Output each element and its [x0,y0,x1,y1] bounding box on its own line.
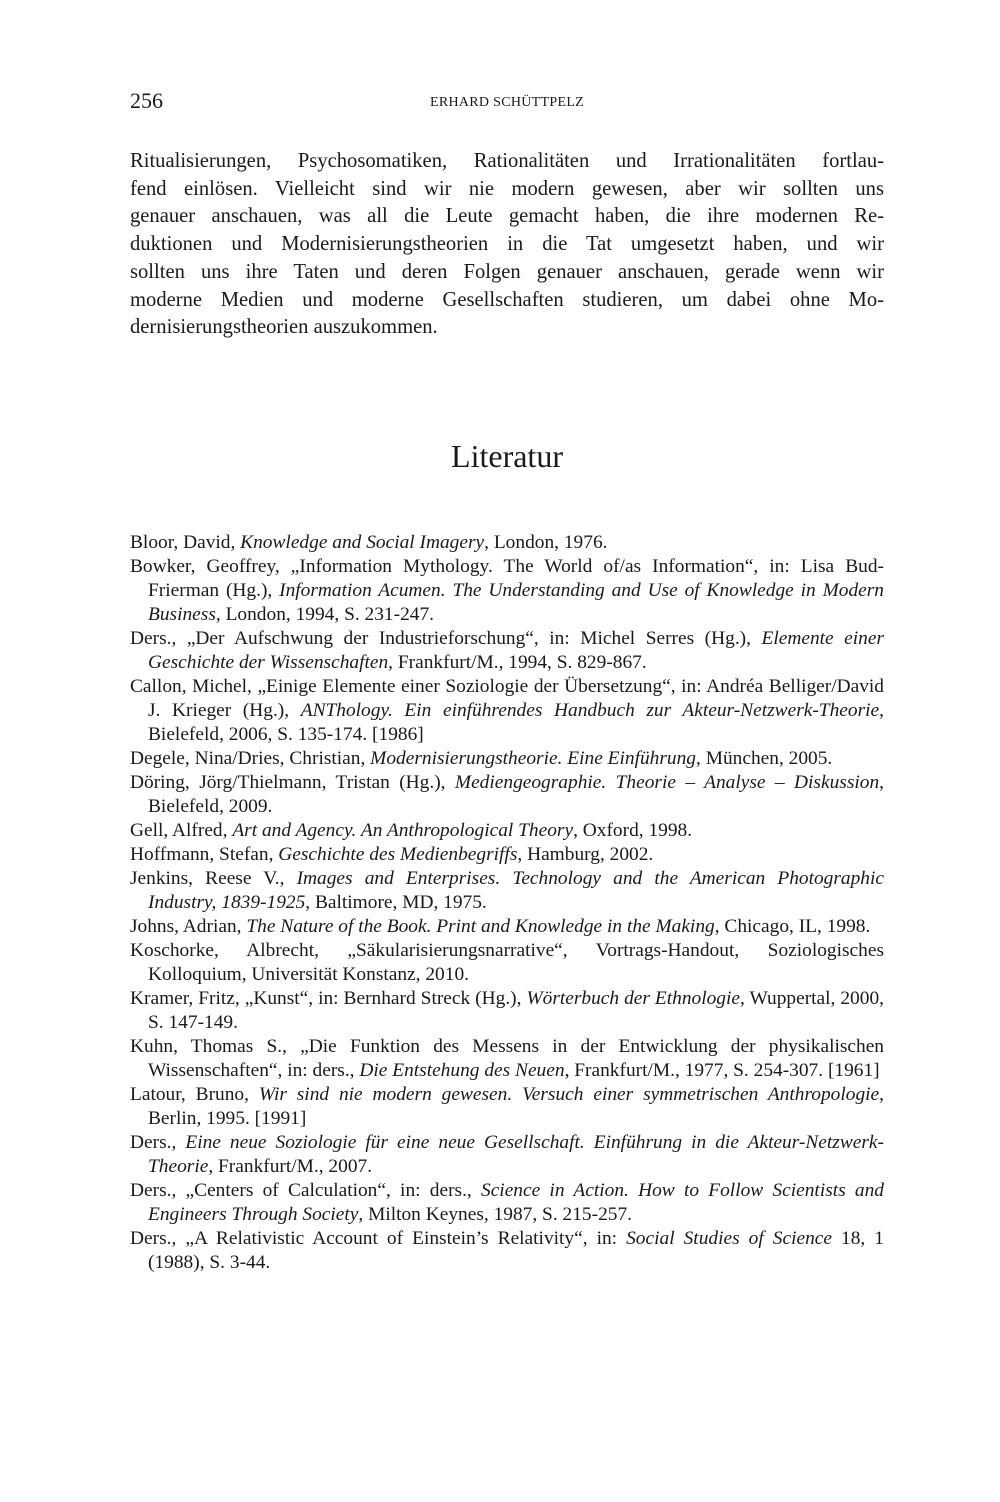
body-line: dernisierungstheorien auszukommen. [130,316,438,339]
reference-entry: Koschorke, Albrecht, „Säkularisierungsnarrative“, Vortrags-Handout, Soziologisches Kolloquium, Universität Konstanz, 2010. [130,940,884,985]
reference-entry: Ders., Eine neue Soziologie für eine neue Gesellschaft. Einführung in die Akteur-Netzwerk-Theorie, Frankfurt/M., 2007. [130,1132,884,1177]
reference-entry: Ders., „A Relativistic Account of Einstein’s Relativity“, in: Social Studies of Science 18, 1 (1988), S. 3-44. [130,1228,884,1273]
reference-entry: Jenkins, Reese V., Images and Enterprises. Technology and the American Photographic Industry, 1839-1925, Baltimore, MD, 1975. [130,868,884,913]
reference-entry: Gell, Alfred, Art and Agency. An Anthropological Theory, Oxford, 1998. [130,820,693,841]
running-head [130,88,884,118]
reference-entry: Degele, Nina/Dries, Christian, Modernisierungstheorie. Eine Einführung, München, 2005. [130,748,833,769]
reference-entry: Kramer, Fritz, „Kunst“, in: Bernhard Streck (Hg.), Wörterbuch der Ethnologie, Wuppertal, 2000, S. 147-149. [130,988,884,1033]
body-line: genauer anschauen, was all die Leute gemacht haben, die ihre modernen Re- [130,205,884,228]
reference-entry: Kuhn, Thomas S., „Die Funktion des Messens in der Entwicklung der physikalischen Wissenschaften“, in: ders., Die Entstehung des Neuen, Frankfurt/M., 1977, S. 254-307. [1961] [130,1036,884,1081]
running-head-author: ERHARD SCHÜTTPELZ [429,95,585,110]
reference-entry: Johns, Adrian, The Nature of the Book. Print and Knowledge in the Making, Chicago, IL, 1998. [130,916,871,937]
reference-entry: Ders., „Centers of Calculation“, in: ders., Science in Action. How to Follow Scientists and Engineers Through Society, Milton Keynes, 1987, S. 215-257. [130,1180,884,1225]
reference-entry: Döring, Jörg/Thielmann, Tristan (Hg.), Mediengeographie. Theorie – Analyse – Diskussion, Bielefeld, 2009. [130,772,885,817]
reference-entry: Callon, Michel, „Einige Elemente einer Soziologie der Übersetzung“, in: Andréa Belliger/David J. Krieger (Hg.), ANThology. Ein einführendes Handbuch zur Akteur-Netzwerk-Theorie, Bielefeld, 2006, S. 135-174. [1986] [130,676,884,745]
reference-entry: Latour, Bruno, Wir sind nie modern gewesen. Versuch einer symmetrischen Anthropologie, Berlin, 1995. [1991] [130,1084,885,1129]
reference-entry: Bloor, David, Knowledge and Social Imagery, London, 1976. [130,532,608,553]
reference-entry: Bowker, Geoffrey, „Information Mythology. The World of/as Information“, in: Lisa Bud-Frierman (Hg.), Information Acumen. The Understanding and Use of Knowledge in Modern Business, London, 1994, S. 231-247. [130,556,884,625]
page-number: 256 [130,88,163,113]
body-line: fend einlösen. Vielleicht sind wir nie modern gewesen, aber wir sollten uns [130,177,884,200]
reference-entry: Hoffmann, Stefan, Geschichte des Medienbegriffs, Hamburg, 2002. [130,844,654,865]
reference-entry: Ders., „Der Aufschwung der Industrieforschung“, in: Michel Serres (Hg.), Elemente einer Geschichte der Wissenschaften, Frankfurt/M., 1994, S. 829-867. [130,628,884,673]
body-paragraph [130,148,884,342]
body-line: sollten uns ihre Taten und deren Folgen genauer anschauen, gerade wenn wir [130,260,884,283]
section-title: Literatur [451,438,563,474]
reference-list [130,531,884,1275]
body-line: moderne Medien und moderne Gesellschaften studieren, um dabei ohne Mo- [130,288,884,311]
body-line: Ritualisierungen, Psychosomatiken, Rationalitäten und Irrationalitäten fortlau- [130,150,884,172]
body-line: duktionen und Modernisierungstheorien in die Tat umgesetzt haben, und wir [130,233,884,256]
